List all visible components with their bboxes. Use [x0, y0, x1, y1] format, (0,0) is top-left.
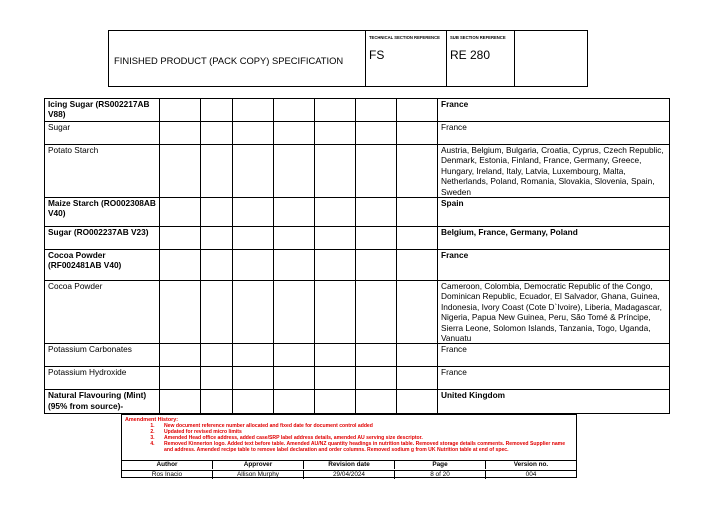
empty-cell: [233, 344, 274, 367]
amendment-item: 2. Updated for revised micro limits: [156, 430, 572, 436]
empty-cell: [397, 344, 438, 367]
empty-cell: [274, 367, 315, 390]
ingredient-name: Cocoa Powder (RF002481AB V40): [45, 250, 160, 281]
empty-cell: [201, 367, 233, 390]
spec-header: [108, 30, 588, 87]
empty-cell: [160, 198, 201, 227]
empty-cell: [315, 99, 356, 122]
technical-section-value: FS: [369, 48, 385, 62]
ingredient-row: [45, 227, 670, 250]
amendment-item: 1. New document reference number allocated and fixed date for document control added: [156, 424, 572, 430]
approver-header: Approver: [213, 461, 304, 469]
version-header: Version no.: [513, 461, 549, 468]
empty-cell: [397, 250, 438, 281]
empty-cell: [274, 99, 315, 122]
country-of-origin: France: [438, 250, 670, 281]
technical-section-cell: [366, 31, 447, 86]
empty-cell: [356, 145, 397, 198]
ingredient-name: Maize Starch (RO002308AB V40): [45, 198, 160, 227]
amendment-list: [122, 424, 572, 454]
empty-cell: [201, 145, 233, 198]
empty-cell: [233, 250, 274, 281]
empty-cell: [233, 281, 274, 344]
ingredient-name: Sugar: [45, 122, 160, 145]
empty-cell: [274, 122, 315, 145]
ingredient-row: [45, 198, 670, 227]
empty-cell: [274, 198, 315, 227]
empty-cell: [397, 99, 438, 122]
page-value: 8 of 20: [395, 471, 486, 479]
ingredient-name: Potassium Hydroxide: [45, 367, 160, 390]
ingredient-row: [45, 145, 670, 198]
page-header: Page: [395, 461, 486, 469]
ingredient-row: [45, 390, 670, 414]
amendment-item: 3. Amended Head office address, added case/SRP label address details, amended AU serving size descriptor.: [156, 436, 572, 442]
empty-cell: [160, 122, 201, 145]
empty-cell: [233, 198, 274, 227]
amendment-title: Amendment History:: [125, 417, 179, 423]
ingredient-name: Icing Sugar (RS002217AB V88): [45, 99, 160, 122]
empty-cell: [315, 390, 356, 414]
empty-cell: [160, 344, 201, 367]
header-title-cell: [109, 31, 366, 86]
country-of-origin: United Kingdom: [438, 390, 670, 414]
ingredient-row: [45, 344, 670, 367]
revision-date-header: Revision date: [304, 461, 395, 469]
empty-cell: [233, 145, 274, 198]
empty-cell: [356, 281, 397, 344]
country-of-origin: Cameroon, Colombia, Democratic Republic of the Congo, Dominican Republic, Ecuador, El Salvador, Ghana, Guinea, Indonesia, Ivory Coast (Cote D`Ivoire), Liberia, Madagascar, Nigeria, Papua New Guinea, Peru, São Tomé & Príncipe, Sierra Leone, Solomon Islands, Tanzania, Togo, Uganda, Vanuatu: [438, 281, 670, 344]
author-value: Ros Inacio: [122, 471, 213, 479]
empty-cell: [233, 227, 274, 250]
empty-cell: [233, 122, 274, 145]
ingredient-name: Potato Starch: [45, 145, 160, 198]
empty-cell: [160, 227, 201, 250]
ingredient-row: [45, 281, 670, 344]
empty-cell: [315, 198, 356, 227]
ingredient-row: [45, 122, 670, 145]
ingredient-row: [45, 250, 670, 281]
amendment-history: [121, 414, 577, 478]
empty-cell: [274, 390, 315, 414]
empty-cell: [315, 367, 356, 390]
empty-cell: [356, 367, 397, 390]
empty-cell: [315, 344, 356, 367]
sub-section-value: RE 280: [450, 48, 491, 62]
empty-cell: [201, 281, 233, 344]
empty-cell: [201, 99, 233, 122]
empty-cell: [201, 198, 233, 227]
revision-value-row: [122, 470, 576, 479]
empty-cell: [356, 99, 397, 122]
revision-header-row: [122, 461, 576, 469]
country-of-origin: Austria, Belgium, Bulgaria, Croatia, Cyprus, Czech Republic, Denmark, Estonia, Finland, France, Germany, Greece, Hungary, Ireland, Italy, Latvia, Luxembourg, Malta, Netherlands, Poland, Romania, Slovakia, Slovenia, Spain, Sweden: [438, 145, 670, 198]
empty-cell: [274, 227, 315, 250]
empty-cell: [233, 99, 274, 122]
revision-grid: [122, 460, 576, 477]
empty-cell: [356, 250, 397, 281]
country-of-origin: Spain: [438, 198, 670, 227]
empty-cell: [397, 367, 438, 390]
empty-cell: [201, 390, 233, 414]
approver-value: Allison Murphy: [213, 471, 304, 479]
empty-cell: [201, 227, 233, 250]
empty-cell: [160, 390, 201, 414]
ingredient-row: [45, 367, 670, 390]
ingredient-name: Natural Flavouring (Mint) (95% from source)-: [45, 390, 160, 414]
ingredient-name: Cocoa Powder: [45, 281, 160, 344]
empty-cell: [356, 390, 397, 414]
empty-cell: [397, 198, 438, 227]
country-of-origin: France: [438, 344, 670, 367]
empty-cell: [274, 250, 315, 281]
empty-cell: [397, 390, 438, 414]
empty-cell: [397, 281, 438, 344]
empty-cell: [233, 367, 274, 390]
header-blank-cell: [515, 31, 587, 86]
empty-cell: [315, 122, 356, 145]
author-header: Author: [122, 461, 213, 469]
empty-cell: [201, 344, 233, 367]
empty-cell: [201, 122, 233, 145]
empty-cell: [397, 227, 438, 250]
ingredient-name: Potassium Carbonates: [45, 344, 160, 367]
empty-cell: [356, 227, 397, 250]
amendment-item: 4. Removed Kinnerton logo. Added text before table. Amended AU/NZ quantity headings in nutrition table. Removed storage details comments. Removed Supplier name and address. Amended recipe table to remove label declaration and order columns. Removed sodium g from UK Nutrition table at end of spec.: [156, 442, 572, 454]
empty-cell: [160, 367, 201, 390]
empty-cell: [315, 145, 356, 198]
document-title: FINISHED PRODUCT (PACK COPY) SPECIFICATION: [114, 55, 344, 66]
empty-cell: [356, 122, 397, 145]
country-of-origin: France: [438, 122, 670, 145]
empty-cell: [356, 344, 397, 367]
country-of-origin: Belgium, France, Germany, Poland: [438, 227, 670, 250]
empty-cell: [356, 198, 397, 227]
empty-cell: [201, 250, 233, 281]
sub-section-cell: [447, 31, 515, 86]
revision-date-value: 29/04/2024: [304, 471, 395, 479]
empty-cell: [315, 281, 356, 344]
ingredient-name: Sugar (RO002237AB V23): [45, 227, 160, 250]
empty-cell: [274, 145, 315, 198]
empty-cell: [274, 281, 315, 344]
technical-section-label: TECHNICAL SECTION REFERENCE: [369, 35, 440, 40]
empty-cell: [160, 250, 201, 281]
empty-cell: [397, 145, 438, 198]
empty-cell: [160, 99, 201, 122]
sub-section-label: SUB SECTION REFERENCE: [450, 35, 506, 40]
empty-cell: [315, 250, 356, 281]
country-of-origin: France: [438, 99, 670, 122]
recipe-origin-table: [44, 98, 670, 414]
empty-cell: [274, 344, 315, 367]
ingredient-row: [45, 99, 670, 122]
version-value: 004: [525, 471, 537, 478]
empty-cell: [233, 390, 274, 414]
empty-cell: [315, 227, 356, 250]
empty-cell: [160, 145, 201, 198]
country-of-origin: France: [438, 367, 670, 390]
empty-cell: [160, 281, 201, 344]
empty-cell: [397, 122, 438, 145]
